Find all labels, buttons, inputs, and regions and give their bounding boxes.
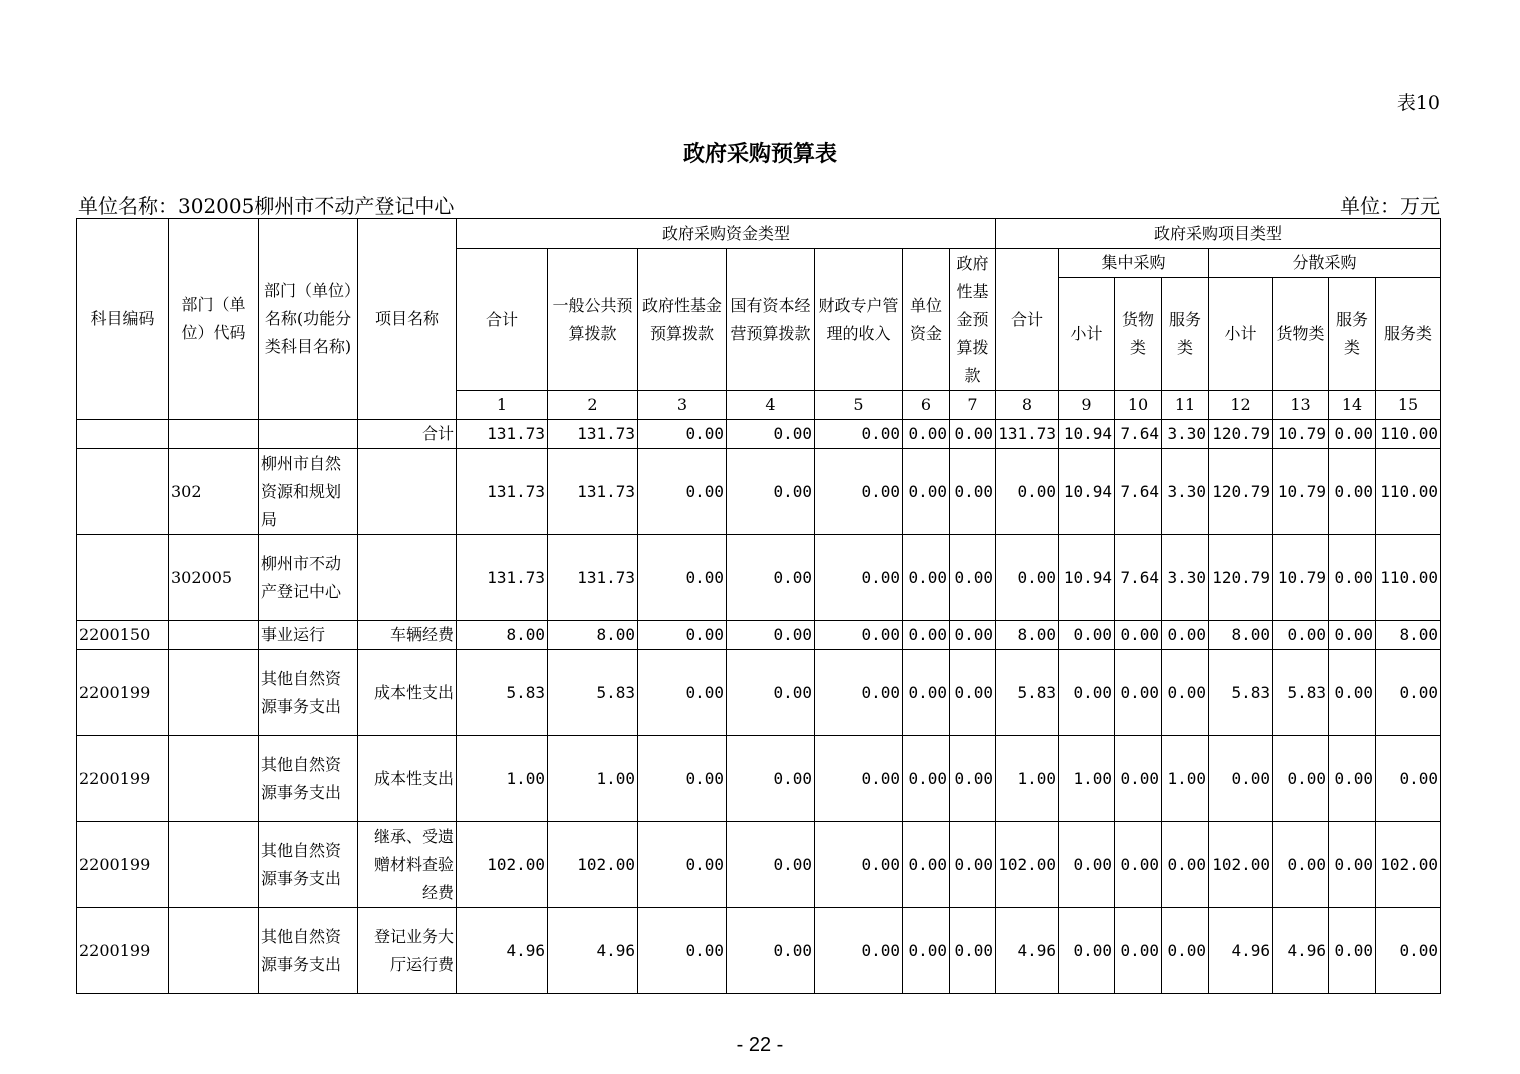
value-cell: 102.00 bbox=[457, 822, 548, 908]
value-cell: 8.00 bbox=[457, 621, 548, 650]
value-cell: 0.00 bbox=[1376, 908, 1441, 994]
value-cell: 0.00 bbox=[727, 535, 815, 621]
value-cell: 0.00 bbox=[815, 535, 903, 621]
dept-code-cell bbox=[169, 736, 259, 822]
value-cell: 0.00 bbox=[1115, 621, 1162, 650]
value-cell: 0.00 bbox=[638, 535, 727, 621]
value-cell: 0.00 bbox=[950, 420, 996, 449]
value-cell: 1.00 bbox=[996, 736, 1059, 822]
value-cell: 0.00 bbox=[996, 449, 1059, 535]
value-cell: 102.00 bbox=[1376, 822, 1441, 908]
value-cell: 1.00 bbox=[548, 736, 638, 822]
value-cell: 131.73 bbox=[548, 420, 638, 449]
value-cell: 10.94 bbox=[1059, 420, 1115, 449]
value-cell: 0.00 bbox=[815, 822, 903, 908]
col-number: 5 bbox=[815, 391, 903, 420]
dept-code-cell bbox=[169, 822, 259, 908]
header-gov-fund: 政府性基金预算拨款 bbox=[638, 249, 727, 391]
header-c-service: 服务类 bbox=[1162, 278, 1209, 391]
col-number: 1 bbox=[457, 391, 548, 420]
subject-code-cell: 2200199 bbox=[77, 650, 169, 736]
value-cell: 0.00 bbox=[1329, 621, 1376, 650]
header-unit-fund: 单位资金 bbox=[903, 249, 950, 391]
value-cell: 0.00 bbox=[815, 621, 903, 650]
table-body bbox=[77, 420, 1441, 994]
value-cell: 0.00 bbox=[815, 736, 903, 822]
dept-code-cell bbox=[169, 621, 259, 650]
value-cell: 3.30 bbox=[1162, 449, 1209, 535]
value-cell: 131.73 bbox=[457, 420, 548, 449]
value-cell: 0.00 bbox=[950, 535, 996, 621]
value-cell: 5.83 bbox=[1209, 650, 1273, 736]
value-cell: 0.00 bbox=[638, 650, 727, 736]
col-number: 12 bbox=[1209, 391, 1273, 420]
value-cell: 0.00 bbox=[1329, 449, 1376, 535]
value-cell: 0.00 bbox=[1162, 650, 1209, 736]
table-row bbox=[77, 420, 1441, 449]
col-number: 6 bbox=[903, 391, 950, 420]
header-d-service-15: 服务类 bbox=[1376, 278, 1441, 391]
value-cell: 0.00 bbox=[1273, 621, 1329, 650]
dept-name-cell: 其他自然资源事务支出 bbox=[259, 908, 358, 994]
value-cell: 102.00 bbox=[548, 822, 638, 908]
value-cell: 120.79 bbox=[1209, 535, 1273, 621]
procurement-budget-table bbox=[76, 218, 1441, 994]
dept-code-cell bbox=[169, 908, 259, 994]
dept-code-cell: 302005 bbox=[169, 535, 259, 621]
value-cell: 1.00 bbox=[457, 736, 548, 822]
dept-name-cell: 其他自然资源事务支出 bbox=[259, 650, 358, 736]
value-cell: 102.00 bbox=[1209, 822, 1273, 908]
value-cell: 4.96 bbox=[996, 908, 1059, 994]
value-cell: 0.00 bbox=[903, 420, 950, 449]
value-cell: 0.00 bbox=[903, 621, 950, 650]
value-cell: 0.00 bbox=[727, 822, 815, 908]
project-name-cell: 成本性支出 bbox=[358, 736, 457, 822]
value-cell: 0.00 bbox=[1329, 420, 1376, 449]
dept-name-cell: 其他自然资源事务支出 bbox=[259, 736, 358, 822]
value-cell: 0.00 bbox=[1115, 650, 1162, 736]
header-general-budget: 一般公共预算拨款 bbox=[548, 249, 638, 391]
value-cell: 0.00 bbox=[903, 650, 950, 736]
col-number: 15 bbox=[1376, 391, 1441, 420]
value-cell: 131.73 bbox=[548, 535, 638, 621]
value-cell: 0.00 bbox=[1329, 736, 1376, 822]
value-cell: 0.00 bbox=[727, 420, 815, 449]
value-cell: 0.00 bbox=[950, 908, 996, 994]
subject-code-cell bbox=[77, 420, 169, 449]
value-cell: 0.00 bbox=[1376, 650, 1441, 736]
value-cell: 0.00 bbox=[1376, 736, 1441, 822]
value-cell: 8.00 bbox=[996, 621, 1059, 650]
value-cell: 10.79 bbox=[1273, 420, 1329, 449]
header-decentralized: 分散采购 bbox=[1209, 249, 1441, 278]
value-cell: 8.00 bbox=[1376, 621, 1441, 650]
value-cell: 0.00 bbox=[950, 650, 996, 736]
value-cell: 102.00 bbox=[996, 822, 1059, 908]
value-cell: 10.79 bbox=[1273, 535, 1329, 621]
value-cell: 0.00 bbox=[1162, 908, 1209, 994]
value-cell: 3.30 bbox=[1162, 420, 1209, 449]
dept-name-cell: 事业运行 bbox=[259, 621, 358, 650]
header-c-subtotal: 小计 bbox=[1059, 278, 1115, 391]
value-cell: 110.00 bbox=[1376, 449, 1441, 535]
col-number: 13 bbox=[1273, 391, 1329, 420]
header-d-goods: 货物类 bbox=[1273, 278, 1329, 391]
value-cell: 0.00 bbox=[1162, 621, 1209, 650]
value-cell: 120.79 bbox=[1209, 449, 1273, 535]
value-cell: 0.00 bbox=[727, 736, 815, 822]
value-cell: 1.00 bbox=[1059, 736, 1115, 822]
value-cell: 110.00 bbox=[1376, 420, 1441, 449]
value-cell: 1.00 bbox=[1162, 736, 1209, 822]
col-number: 14 bbox=[1329, 391, 1376, 420]
col-number: 2 bbox=[548, 391, 638, 420]
subject-code-cell: 2200199 bbox=[77, 736, 169, 822]
header-dept-code: 部门（单位）代码 bbox=[169, 219, 259, 420]
table-row bbox=[77, 621, 1441, 650]
value-cell: 0.00 bbox=[727, 449, 815, 535]
project-name-cell bbox=[358, 535, 457, 621]
value-cell: 0.00 bbox=[727, 650, 815, 736]
value-cell: 10.94 bbox=[1059, 449, 1115, 535]
value-cell: 131.73 bbox=[996, 420, 1059, 449]
value-cell: 0.00 bbox=[1329, 822, 1376, 908]
dept-name-cell: 柳州市不动产登记中心 bbox=[259, 535, 358, 621]
value-cell: 0.00 bbox=[903, 908, 950, 994]
table-row bbox=[77, 736, 1441, 822]
header-fiscal-special: 财政专户管理的收入 bbox=[815, 249, 903, 391]
unit-name: 单位名称：302005柳州市不动产登记中心 bbox=[78, 194, 455, 218]
subject-code-cell: 2200150 bbox=[77, 621, 169, 650]
value-cell: 4.96 bbox=[1273, 908, 1329, 994]
value-cell: 0.00 bbox=[815, 650, 903, 736]
value-cell: 0.00 bbox=[1329, 908, 1376, 994]
value-cell: 0.00 bbox=[815, 908, 903, 994]
dept-name-cell bbox=[259, 420, 358, 449]
value-cell: 0.00 bbox=[1162, 822, 1209, 908]
value-cell: 0.00 bbox=[1329, 535, 1376, 621]
value-cell: 0.00 bbox=[950, 822, 996, 908]
value-cell: 131.73 bbox=[457, 449, 548, 535]
header-dept-name: 部门（单位）名称(功能分类科目名称) bbox=[259, 219, 358, 420]
value-cell: 0.00 bbox=[727, 908, 815, 994]
header-state-capital: 国有资本经营预算拨款 bbox=[727, 249, 815, 391]
value-cell: 0.00 bbox=[1273, 822, 1329, 908]
value-cell: 4.96 bbox=[548, 908, 638, 994]
header-d-service-14: 服务类 bbox=[1329, 278, 1376, 391]
value-cell: 131.73 bbox=[548, 449, 638, 535]
value-cell: 0.00 bbox=[638, 420, 727, 449]
value-cell: 10.94 bbox=[1059, 535, 1115, 621]
col-number: 10 bbox=[1115, 391, 1162, 420]
value-cell: 0.00 bbox=[996, 535, 1059, 621]
value-cell: 0.00 bbox=[638, 621, 727, 650]
subject-code-cell: 2200199 bbox=[77, 822, 169, 908]
value-cell: 0.00 bbox=[1059, 621, 1115, 650]
value-cell: 0.00 bbox=[638, 736, 727, 822]
value-cell: 0.00 bbox=[950, 621, 996, 650]
value-cell: 5.83 bbox=[548, 650, 638, 736]
value-cell: 7.64 bbox=[1115, 535, 1162, 621]
project-name-cell: 合计 bbox=[358, 420, 457, 449]
value-cell: 0.00 bbox=[815, 420, 903, 449]
header-centralized: 集中采购 bbox=[1059, 249, 1209, 278]
dept-code-cell bbox=[169, 420, 259, 449]
value-cell: 5.83 bbox=[457, 650, 548, 736]
value-cell: 4.96 bbox=[457, 908, 548, 994]
col-number: 7 bbox=[950, 391, 996, 420]
table-row bbox=[77, 449, 1441, 535]
value-cell: 0.00 bbox=[638, 449, 727, 535]
subject-code-cell: 2200199 bbox=[77, 908, 169, 994]
value-cell: 0.00 bbox=[727, 621, 815, 650]
subject-code-cell bbox=[77, 535, 169, 621]
project-name-cell: 成本性支出 bbox=[358, 650, 457, 736]
value-cell: 7.64 bbox=[1115, 420, 1162, 449]
value-cell: 0.00 bbox=[1209, 736, 1273, 822]
page-number: - 22 - bbox=[736, 1034, 784, 1056]
col-number: 11 bbox=[1162, 391, 1209, 420]
value-cell: 5.83 bbox=[1273, 650, 1329, 736]
header-item-type: 政府采购项目类型 bbox=[996, 219, 1441, 249]
value-cell: 4.96 bbox=[1209, 908, 1273, 994]
header-project-name: 项目名称 bbox=[358, 219, 457, 420]
dept-code-cell bbox=[169, 650, 259, 736]
project-name-cell: 继承、受遗赠材料查验经费 bbox=[358, 822, 457, 908]
col-number: 3 bbox=[638, 391, 727, 420]
table-row bbox=[77, 822, 1441, 908]
value-cell: 8.00 bbox=[548, 621, 638, 650]
table-row bbox=[77, 535, 1441, 621]
header-item-total: 合计 bbox=[996, 249, 1059, 391]
header-fund-type: 政府采购资金类型 bbox=[457, 219, 996, 249]
value-cell: 0.00 bbox=[1329, 650, 1376, 736]
col-number: 9 bbox=[1059, 391, 1115, 420]
value-cell: 0.00 bbox=[903, 736, 950, 822]
value-cell: 0.00 bbox=[638, 822, 727, 908]
header-subject-code: 科目编码 bbox=[77, 219, 169, 420]
value-cell: 0.00 bbox=[1059, 822, 1115, 908]
value-cell: 120.79 bbox=[1209, 420, 1273, 449]
value-cell: 0.00 bbox=[950, 736, 996, 822]
dept-code-cell: 302 bbox=[169, 449, 259, 535]
value-cell: 0.00 bbox=[1059, 908, 1115, 994]
value-cell: 0.00 bbox=[1059, 650, 1115, 736]
header-d-subtotal: 小计 bbox=[1209, 278, 1273, 391]
value-cell: 0.00 bbox=[1273, 736, 1329, 822]
col-number: 8 bbox=[996, 391, 1059, 420]
value-cell: 0.00 bbox=[903, 535, 950, 621]
header-fund-total: 合计 bbox=[457, 249, 548, 391]
dept-name-cell: 柳州市自然资源和规划局 bbox=[259, 449, 358, 535]
value-cell: 0.00 bbox=[903, 822, 950, 908]
value-cell: 0.00 bbox=[950, 449, 996, 535]
value-cell: 3.30 bbox=[1162, 535, 1209, 621]
dept-name-cell: 其他自然资源事务支出 bbox=[259, 822, 358, 908]
value-cell: 0.00 bbox=[815, 449, 903, 535]
table-row bbox=[77, 650, 1441, 736]
value-cell: 0.00 bbox=[638, 908, 727, 994]
page-title: 政府采购预算表 bbox=[682, 141, 837, 167]
value-cell: 8.00 bbox=[1209, 621, 1273, 650]
table-row bbox=[77, 908, 1441, 994]
unit-label: 单位：万元 bbox=[1340, 194, 1440, 218]
header-gov-fund-2: 政府性基金预算拨款 bbox=[950, 249, 996, 391]
value-cell: 10.79 bbox=[1273, 449, 1329, 535]
value-cell: 131.73 bbox=[457, 535, 548, 621]
project-name-cell bbox=[358, 449, 457, 535]
value-cell: 0.00 bbox=[1115, 822, 1162, 908]
value-cell: 5.83 bbox=[996, 650, 1059, 736]
table-number: 表10 bbox=[1396, 92, 1440, 114]
value-cell: 0.00 bbox=[1115, 908, 1162, 994]
subject-code-cell bbox=[77, 449, 169, 535]
value-cell: 110.00 bbox=[1376, 535, 1441, 621]
value-cell: 0.00 bbox=[903, 449, 950, 535]
value-cell: 7.64 bbox=[1115, 449, 1162, 535]
project-name-cell: 登记业务大厅运行费 bbox=[358, 908, 457, 994]
header-c-goods: 货物类 bbox=[1115, 278, 1162, 391]
value-cell: 0.00 bbox=[1115, 736, 1162, 822]
project-name-cell: 车辆经费 bbox=[358, 621, 457, 650]
col-number: 4 bbox=[727, 391, 815, 420]
